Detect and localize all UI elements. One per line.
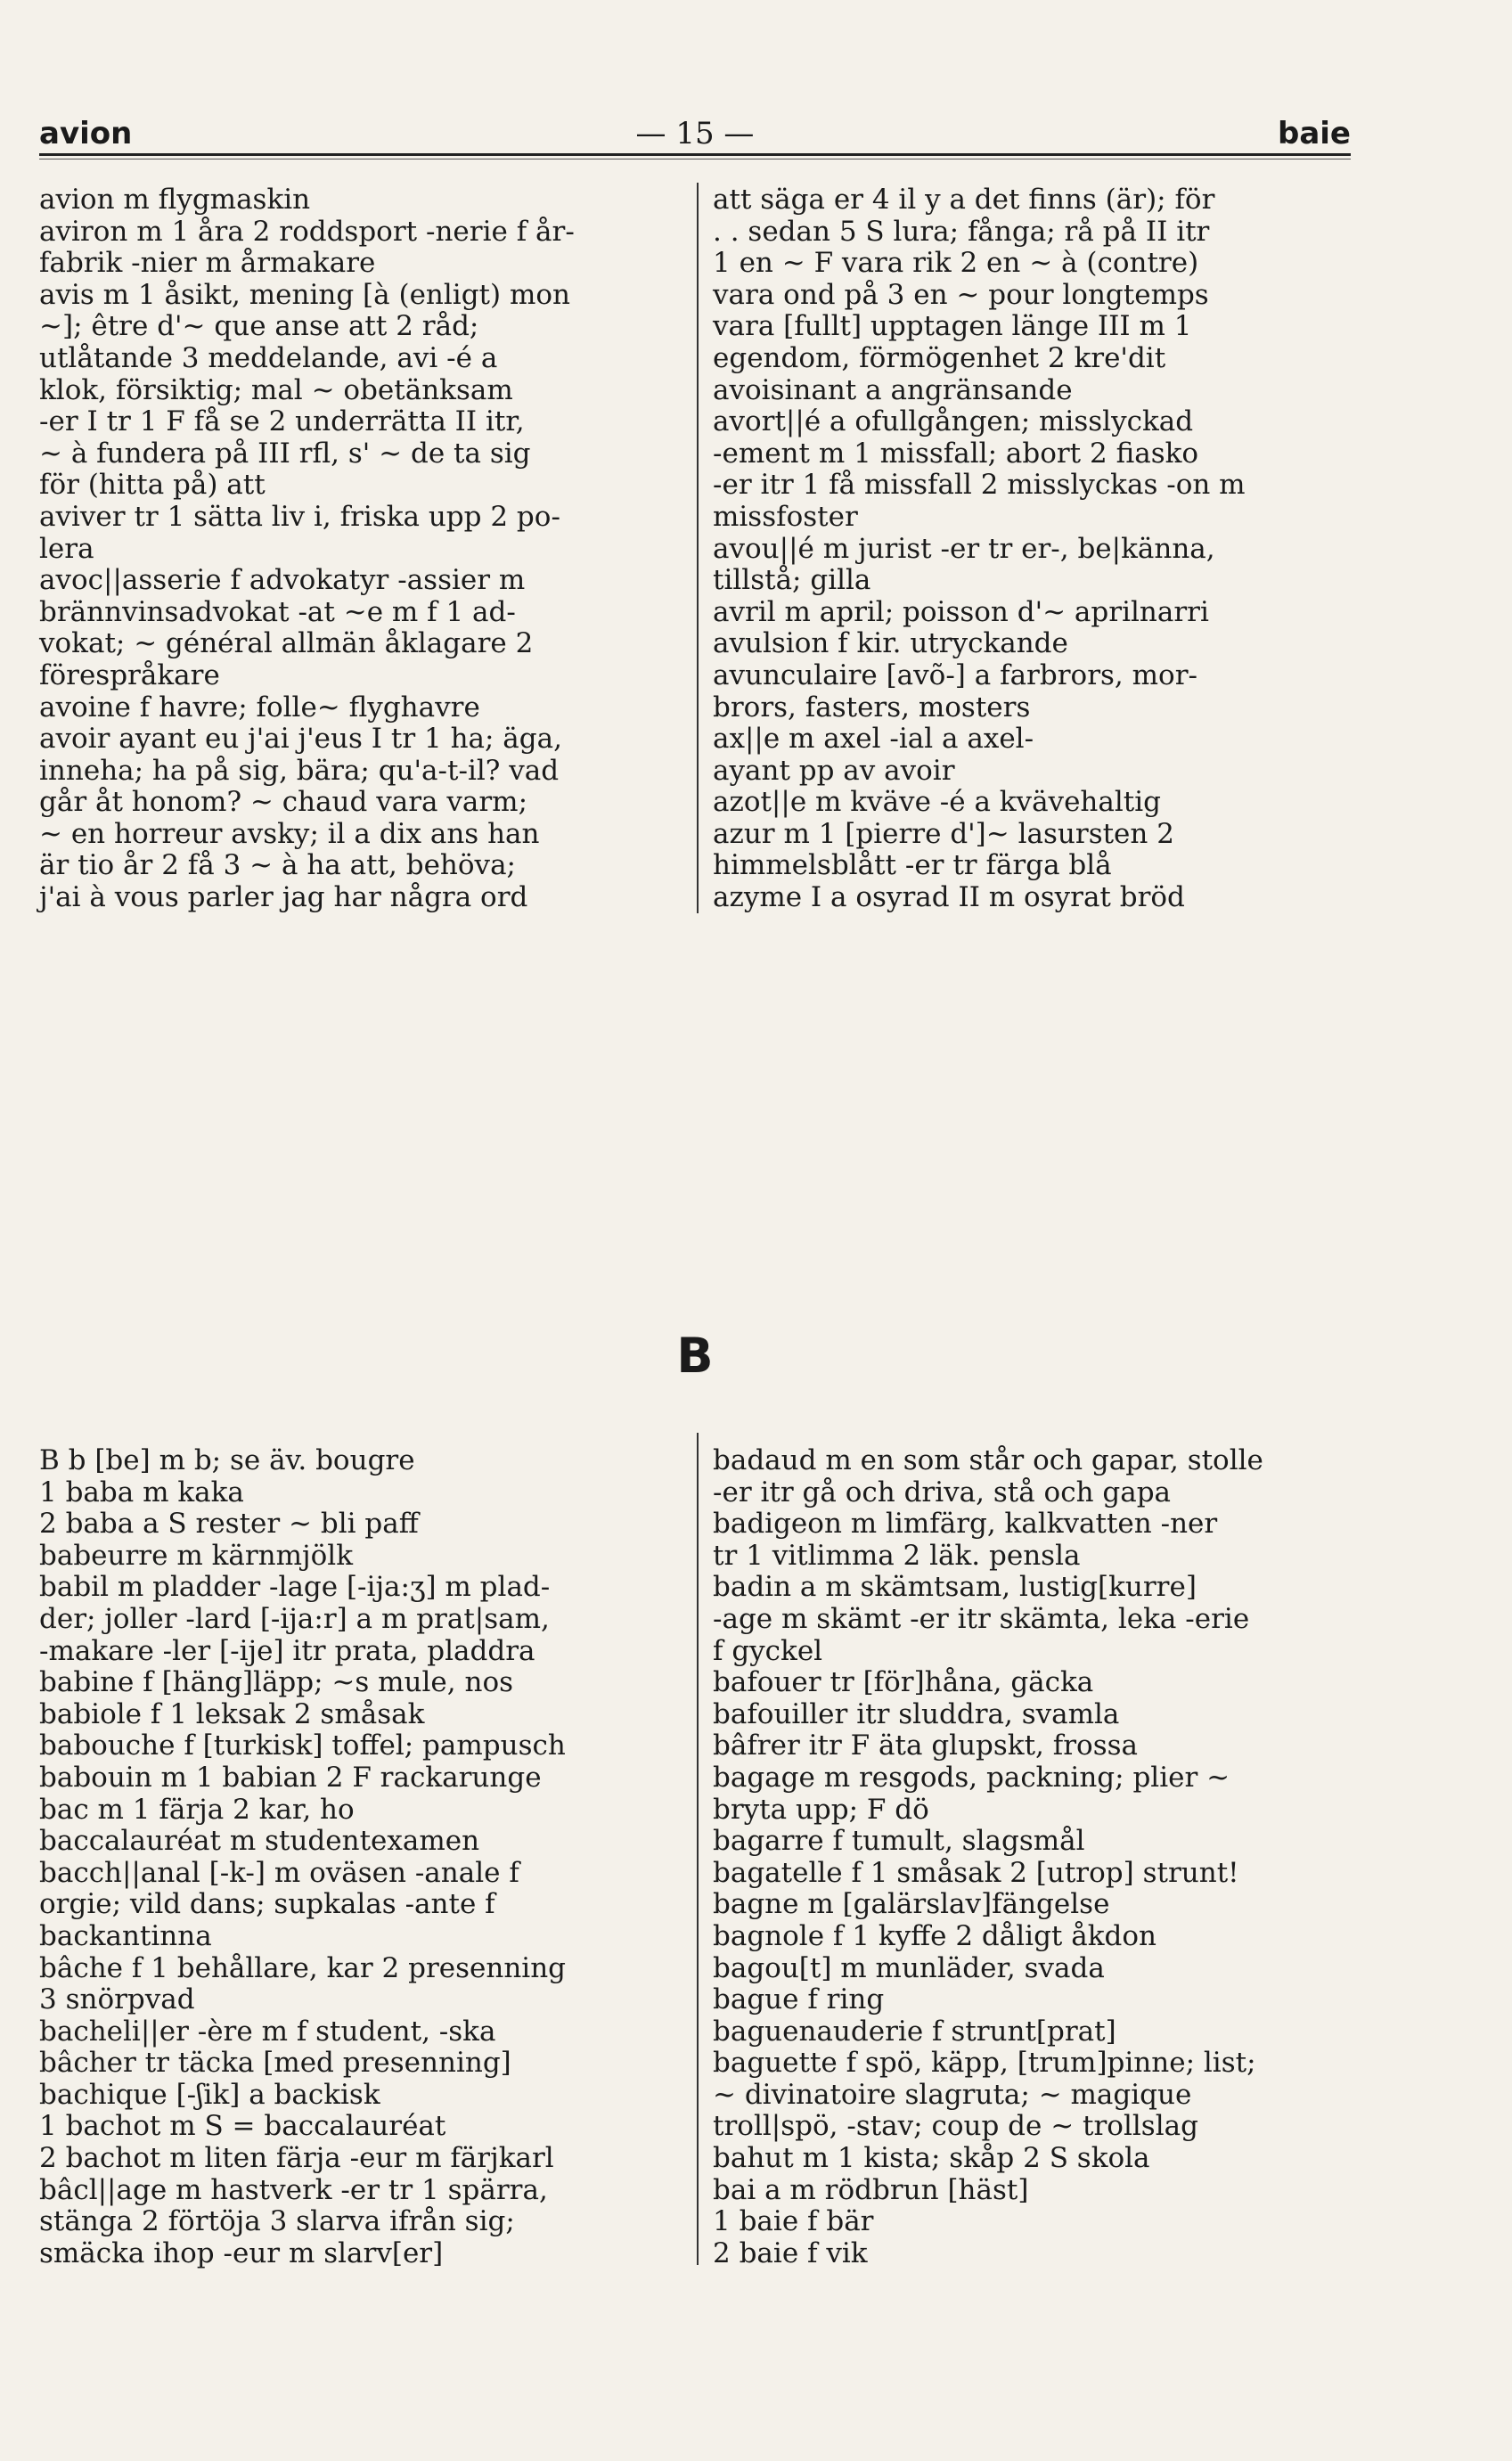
entry-line: der; joller -lard [-ija:r] a m prat|sam,	[39, 1602, 550, 1635]
entry-line: badaud m en som står och gapar, stolle	[713, 1444, 1263, 1476]
entry-line: är tio år 2 få 3 ~ à ha att, behöva;	[39, 849, 516, 882]
entry-line: vara [fullt] upptagen länge III m 1	[713, 310, 1192, 343]
header-rule	[39, 153, 1351, 156]
entry-line: bâcl||age m hastverk -er tr 1 spärra,	[39, 2173, 548, 2206]
entry-line: -age m skämt -er itr skämta, leka -erie	[713, 1602, 1250, 1635]
entry-line: 3 snörpvad	[39, 1983, 195, 2016]
header-last-entry: baie	[1278, 116, 1351, 151]
entry-line: . . sedan 5 S lura; fånga; rå på II itr	[713, 215, 1210, 248]
entry-line: bagou[t] m munläder, svada	[713, 1951, 1105, 1984]
entry-line: brors, fasters, mosters	[713, 691, 1031, 724]
entry-line: badigeon m limfärg, kalkvatten -ner	[713, 1508, 1218, 1541]
entry-line: tillstå; gilla	[713, 564, 871, 597]
column-divider-top	[697, 183, 699, 913]
column-top-right	[713, 184, 1356, 914]
entry-line: avoc||asserie f advokatyr -assier m	[39, 564, 526, 597]
entry-line: -er itr gå och driva, stå och gapa	[713, 1476, 1172, 1508]
entry-line: 1 bachot m S = baccalauréat	[39, 2110, 446, 2143]
entry-line: brännvinsadvokat -at ~e m f 1 ad-	[39, 595, 516, 628]
entry-line: babeurre m kärnmjölk	[39, 1539, 353, 1572]
entry-line: azyme I a osyrad II m osyrat bröd	[713, 881, 1185, 914]
column-top-left	[39, 184, 682, 914]
entry-line: bagarre f tumult, slagsmål	[713, 1825, 1085, 1858]
entry-line: orgie; vild dans; supkalas -ante f	[39, 1888, 495, 1921]
entry-line: baccalauréat m studentexamen	[39, 1825, 480, 1858]
entry-line: bryta upp; F dö	[713, 1793, 929, 1826]
entry-line: babouin m 1 babian 2 F rackarunge	[39, 1761, 542, 1794]
entry-line: egendom, förmögenhet 2 kre'dit	[713, 341, 1166, 374]
entry-line: bagnole f 1 kyffe 2 dåligt åkdon	[713, 1919, 1156, 1952]
entry-line: ax||e m axel -ial a axel-	[713, 723, 1034, 756]
entry-line: avou||é m jurist -er tr er-, be|känna,	[713, 532, 1215, 565]
entry-line: stänga 2 förtöja 3 slarva ifrån sig;	[39, 2205, 515, 2238]
entry-line: f gyckel	[713, 1634, 823, 1667]
entry-line: babine f [häng]läpp; ~s mule, nos	[39, 1666, 514, 1699]
entry-line: -makare -ler [-ije] itr prata, pladdra	[39, 1634, 535, 1667]
entry-line: himmelsblått -er tr färga blå	[713, 849, 1112, 882]
entry-line: babouche f [turkisk] toffel; pampusch	[39, 1729, 566, 1762]
entry-line: 2 baie f vik	[713, 2236, 868, 2269]
entry-line: går åt honom? ~ chaud vara varm;	[39, 786, 528, 819]
entry-line: bafouiller itr sluddra, svamla	[713, 1697, 1120, 1730]
entry-line: bâfrer itr F äta glupskt, frossa	[713, 1729, 1139, 1762]
entry-line: tr 1 vitlimma 2 läk. pensla	[713, 1539, 1081, 1572]
entry-line: bachique [-ʃik] a backisk	[39, 2078, 380, 2111]
page-number: — 15 —	[635, 116, 755, 151]
entry-line: avril m april; poisson d'~ aprilnarri	[713, 595, 1209, 628]
entry-line: bahut m 1 kista; skåp 2 S skola	[713, 2142, 1150, 2175]
entry-line: missfoster	[713, 500, 858, 533]
entry-line: aviron m 1 åra 2 roddsport -nerie f år-	[39, 215, 575, 248]
entry-line: utlåtande 3 meddelande, avi -é a	[39, 341, 498, 374]
entry-line: bagne m [galärslav]fängelse	[713, 1888, 1110, 1921]
entry-line: -er itr 1 få missfall 2 misslyckas -on m	[713, 469, 1246, 502]
entry-line: för (hitta på) att	[39, 469, 266, 502]
entry-line: bacheli||er -ère m f student, -ska	[39, 2015, 496, 2048]
entry-line: bai a m rödbrun [häst]	[713, 2173, 1029, 2206]
section-letter: B	[676, 1328, 714, 1384]
entry-line: avort||é a ofullgången; misslyckad	[713, 405, 1194, 438]
entry-line: ~ en horreur avsky; il a dix ans han	[39, 817, 540, 850]
entry-line: avulsion f kir. utryckande	[713, 627, 1068, 660]
entry-line: 1 baie f bär	[713, 2205, 874, 2238]
entry-line: bâcher tr täcka [med presenning]	[39, 2047, 511, 2080]
entry-line: B b [be] m b; se äv. bougre	[39, 1444, 415, 1476]
entry-line: backantinna	[39, 1919, 212, 1952]
entry-line: avunculaire [avõ-] a farbrors, mor-	[713, 658, 1197, 691]
entry-line: bafouer tr [för]håna, gäcka	[713, 1666, 1094, 1699]
entry-line: avoisinant a angränsande	[713, 373, 1073, 406]
entry-line: bâche f 1 behållare, kar 2 presenning	[39, 1951, 567, 1984]
entry-line: avoine f havre; folle~ flyghavre	[39, 691, 480, 724]
entry-line: inneha; ha på sig, bära; qu'a-t-il? vad	[39, 754, 560, 787]
entry-line: badin a m skämtsam, lustig[kurre]	[713, 1571, 1197, 1604]
entry-line: ~ divinatoire slagruta; ~ magique	[713, 2078, 1192, 2111]
entry-line: bac m 1 färja 2 kar, ho	[39, 1793, 355, 1826]
entry-line: 2 bachot m liten färja -eur m färjkarl	[39, 2142, 554, 2175]
entry-line: baguenauderie f strunt[prat]	[713, 2015, 1116, 2048]
entry-line: babiole f 1 leksak 2 småsak	[39, 1697, 425, 1730]
running-header	[39, 105, 1351, 159]
entry-line: -er I tr 1 F få se 2 underrätta II itr,	[39, 405, 525, 438]
entry-line: 1 baba m kaka	[39, 1476, 244, 1508]
entry-line: klok, försiktig; mal ~ obetänksam	[39, 373, 513, 406]
entry-line: avoir ayant eu j'ai j'eus I tr 1 ha; äga,	[39, 723, 562, 756]
entry-line: bacch||anal [-k-] m oväsen -anale f	[39, 1856, 519, 1889]
entry-line: baguette f spö, käpp, [trum]pinne; list;	[713, 2047, 1256, 2080]
entry-line: -ement m 1 missfall; abort 2 fiasko	[713, 437, 1199, 470]
entry-line: 1 en ~ F vara rik 2 en ~ à (contre)	[713, 247, 1199, 280]
column-divider-bottom	[697, 1433, 699, 2265]
entry-line: ~]; être d'~ que anse att 2 råd;	[39, 310, 479, 343]
entry-line: fabrik -nier m årmakare	[39, 247, 376, 280]
entry-line: j'ai à vous parler jag har några ord	[39, 881, 528, 914]
entry-line: babil m pladder -lage [-ija:ʒ] m plad-	[39, 1571, 551, 1604]
entry-line: att säga er 4 il y a det finns (är); för	[713, 184, 1215, 216]
entry-line: bague f ring	[713, 1983, 885, 2016]
entry-line: vokat; ~ général allmän åklagare 2	[39, 627, 534, 660]
entry-line: avion m flygmaskin	[39, 184, 311, 216]
entry-line: azur m 1 [pierre d']~ lasursten 2	[713, 817, 1174, 850]
entry-line: 2 baba a S rester ~ bli paff	[39, 1508, 419, 1541]
entry-line: troll|spö, -stav; coup de ~ trollslag	[713, 2110, 1198, 2143]
entry-line: aviver tr 1 sätta liv i, friska upp 2 po-	[39, 500, 560, 533]
entry-line: ~ à fundera på III rfl, s' ~ de ta sig	[39, 437, 531, 470]
entry-line: förespråkare	[39, 658, 220, 691]
column-bottom-left	[39, 1445, 682, 2269]
entry-line: azot||e m kväve -é a kvävehaltig	[713, 786, 1161, 819]
entry-line: ayant pp av avoir	[713, 754, 955, 787]
entry-line: lera	[39, 532, 94, 565]
entry-line: vara ond på 3 en ~ pour longtemps	[713, 278, 1209, 311]
entry-line: bagage m resgods, packning; plier ~	[713, 1761, 1230, 1794]
entry-line: bagatelle f 1 småsak 2 [utrop] strunt!	[713, 1856, 1239, 1889]
column-bottom-right	[713, 1445, 1356, 2269]
entry-line: smäcka ihop -eur m slarv[er]	[39, 2236, 444, 2269]
entry-line: avis m 1 åsikt, mening [à (enligt) mon	[39, 278, 570, 311]
header-first-entry: avion	[39, 116, 133, 151]
